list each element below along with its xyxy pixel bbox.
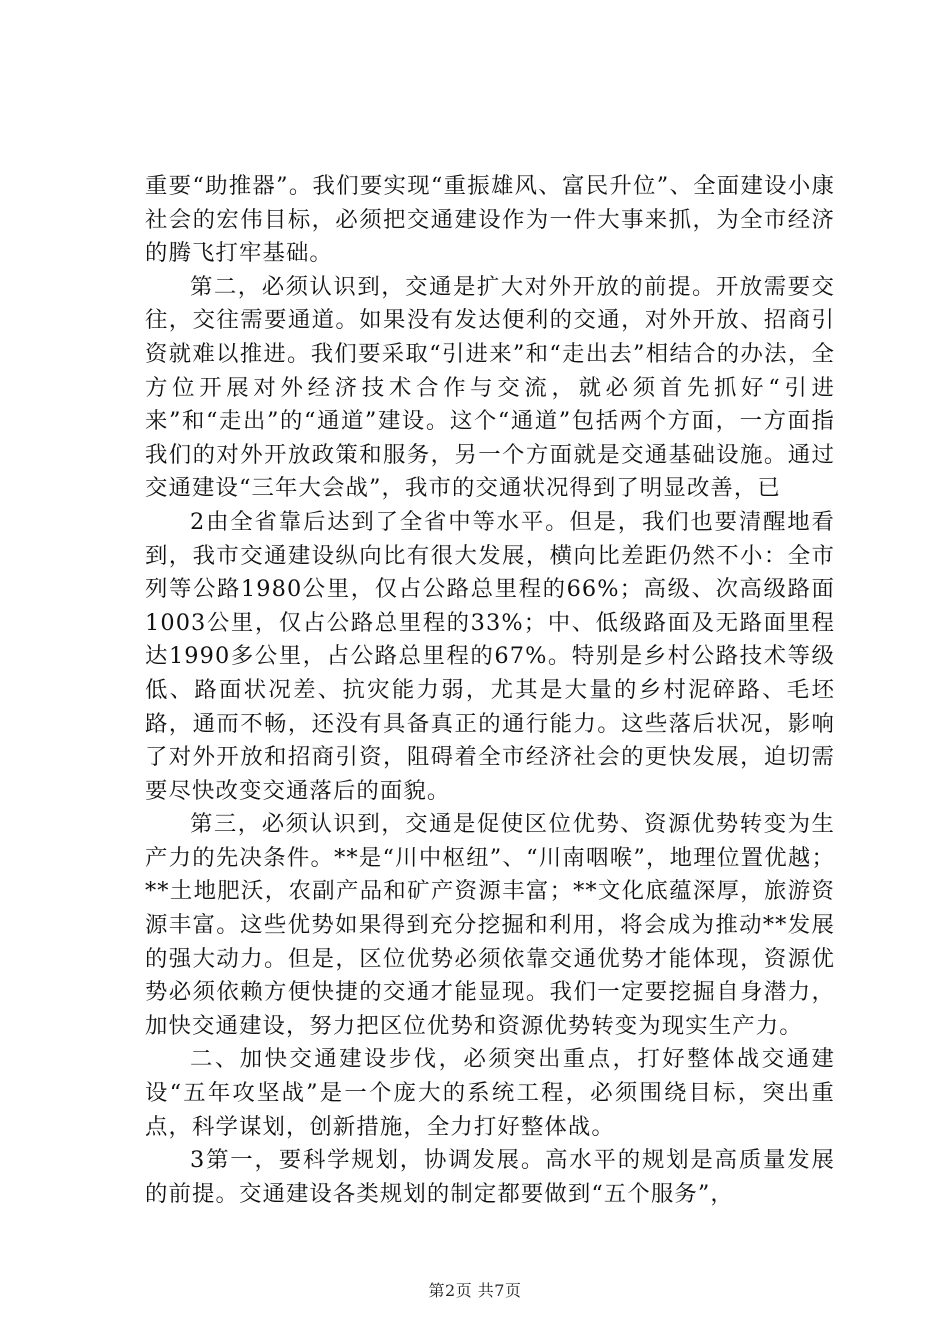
- paragraph-2: 第二，必须认识到，交通是扩大对外开放的前提。开放需要交往，交往需要通道。如果没有发达便利的交通，对外开放、招商引资就难以推进。我们要采取“引进来”和“走出去”相结合的办法，全方位开展对外经济技术合作与交流，就必须首先抓好“引进来”和“走出”的“通道”建设。这个“通道”包括两个方面，一方面指我们的对外开放政策和服务，另一个方面就是交通基础设施。通过交通建设“三年大会战”，我市的交通状况得到了明显改善，已: [145, 273, 835, 502]
- page-number-footer: 第2页 共7页: [428, 1281, 522, 1300]
- paragraph-1: 重要“助推器”。我们要实现“重振雄风、富民升位”、全面建设小康社会的宏伟目标，必须把交通建设作为一件大事来抓，为全市经济的腾飞打牢基础。: [145, 173, 835, 267]
- paragraph-5: 二、加快交通建设步伐，必须突出重点，打好整体战交通建设“五年攻坚战”是一个庞大的系统工程，必须围绕目标，突出重点，科学谋划，创新措施，全力打好整体战。: [145, 1046, 835, 1140]
- document-body: [145, 170, 835, 1211]
- paragraph-6: 3第一，要科学规划，协调发展。高水平的规划是高质量发展的前提。交通建设各类规划的制定都要做到“五个服务”，: [145, 1147, 835, 1207]
- paragraph-4: 第三，必须认识到，交通是促使区位优势、资源优势转变为生产力的先决条件。**是“川中枢纽”、“川南咽喉”，地理位置优越；**土地肥沃，农副产品和矿产资源丰富；**文化底蕴深厚，旅游资源丰富。这些优势如果得到充分挖掘和利用，将会成为推动**发展的强大动力。但是，区位优势必须依靠交通优势才能体现，资源优势必须依赖方便快捷的交通才能显现。我们一定要挖掘自身潜力，加快交通建设，努力把区位优势和资源优势转变为现实生产力。: [145, 811, 835, 1039]
- paragraph-3: 2由全省靠后达到了全省中等水平。但是，我们也要清醒地看到，我市交通建设纵向比有很大发展，横向比差距仍然不小：全市列等公路1980公里，仅占公路总里程的66%；高级、次高级路面1003公里，仅占公路总里程的33%；中、低级路面及无路面里程达1990多公里，占公路总里程的67%。特别是乡村公路技术等级低、路面状况差、抗灾能力弱，尤其是大量的乡村泥碎路、毛坯路，通而不畅，还没有具备真正的通行能力。这些落后状况，影响了对外开放和招商引资，阻碍着全市经济社会的更快发展，迫切需要尽快改变交通落后的面貌。: [145, 508, 835, 804]
